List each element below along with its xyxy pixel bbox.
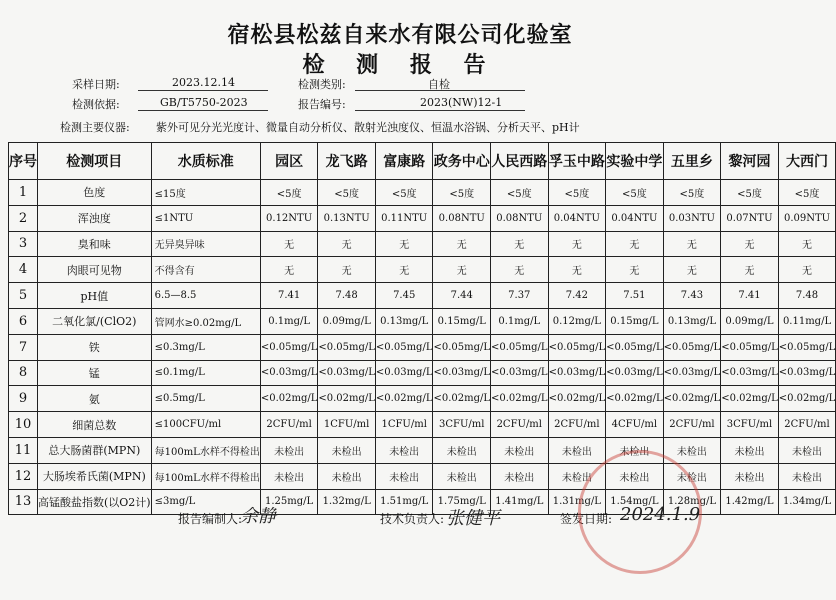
header-cell: 实验中学	[606, 143, 664, 180]
table-row	[9, 412, 836, 438]
result-cell: <0.02mg/L	[260, 386, 318, 412]
header-cell: 水质标准	[151, 143, 260, 180]
result-cell: 未检出	[663, 463, 721, 489]
quality-standard: 6.5—8.5	[151, 283, 260, 309]
result-cell: 无	[606, 231, 664, 257]
tech-lead-label: 技术负责人:	[380, 512, 445, 526]
result-cell: 未检出	[721, 437, 779, 463]
test-type-value: 自检	[428, 78, 450, 91]
result-cell: 0.04NTU	[548, 205, 606, 231]
result-cell: 0.09NTU	[778, 205, 836, 231]
result-cell: <0.05mg/L	[548, 334, 606, 360]
result-cell: 0.15mg/L	[606, 308, 664, 334]
result-cell: 未检出	[606, 437, 664, 463]
quality-standard: ≤0.1mg/L	[151, 360, 260, 386]
test-item: 总大肠菌群(MPN)	[38, 437, 152, 463]
table-row	[9, 283, 836, 309]
result-cell: 无	[548, 231, 606, 257]
result-cell: 7.37	[491, 283, 549, 309]
result-cell: 无	[663, 231, 721, 257]
sample-date-label: 采样日期:	[72, 78, 120, 91]
result-cell: <5度	[663, 180, 721, 206]
result-cell: <5度	[260, 180, 318, 206]
quality-standard: 每100mL水样不得检出	[151, 437, 260, 463]
quality-standard: ≤15度	[151, 180, 260, 206]
result-cell: 3CFU/ml	[433, 412, 491, 438]
result-cell: <5度	[606, 180, 664, 206]
header-cell: 大西门	[778, 143, 836, 180]
result-cell: 0.09mg/L	[721, 308, 779, 334]
result-cell: 0.11NTU	[375, 205, 433, 231]
test-item: 锰	[38, 360, 152, 386]
test-item: pH值	[38, 283, 152, 309]
row-number: 1	[9, 180, 38, 206]
result-cell: 1.41mg/L	[491, 489, 549, 515]
result-cell: 1.42mg/L	[721, 489, 779, 515]
result-cell: 7.42	[548, 283, 606, 309]
result-cell: 未检出	[491, 463, 549, 489]
quality-standard: ≤0.5mg/L	[151, 386, 260, 412]
quality-standard: 每100mL水样不得检出	[151, 463, 260, 489]
result-cell: 无	[375, 257, 433, 283]
result-cell: 未检出	[375, 437, 433, 463]
result-cell: <5度	[548, 180, 606, 206]
test-item: 细菌总数	[38, 412, 152, 438]
result-cell: 无	[260, 257, 318, 283]
report-title: 检 测 报 告	[302, 52, 498, 78]
basis-value: GB/T5750-2023	[160, 96, 248, 109]
result-cell: 7.45	[375, 283, 433, 309]
report-no-underline	[355, 110, 525, 111]
result-cell: 未检出	[778, 463, 836, 489]
row-number: 11	[9, 437, 38, 463]
table-row	[9, 180, 836, 206]
result-cell: 1.28mg/L	[663, 489, 721, 515]
result-cell: <0.02mg/L	[433, 386, 491, 412]
result-cell: <0.03mg/L	[491, 360, 549, 386]
result-cell: 未检出	[721, 463, 779, 489]
result-cell: 未检出	[433, 437, 491, 463]
test-item: 铁	[38, 334, 152, 360]
result-cell: <0.03mg/L	[318, 360, 376, 386]
result-cell: 0.12mg/L	[548, 308, 606, 334]
table-row	[9, 257, 836, 283]
table-row	[9, 231, 836, 257]
test-type-underline	[355, 90, 525, 91]
result-cell: 1CFU/ml	[375, 412, 433, 438]
result-cell: <0.03mg/L	[548, 360, 606, 386]
result-cell: 0.15mg/L	[433, 308, 491, 334]
result-cell: 1.25mg/L	[260, 489, 318, 515]
result-cell: <5度	[491, 180, 549, 206]
result-cell: 未检出	[260, 463, 318, 489]
result-cell: <0.02mg/L	[721, 386, 779, 412]
result-cell: 7.41	[721, 283, 779, 309]
result-cell: 0.13mg/L	[663, 308, 721, 334]
header-cell: 富康路	[375, 143, 433, 180]
row-number: 3	[9, 231, 38, 257]
result-cell: 2CFU/ml	[778, 412, 836, 438]
result-cell: 0.1mg/L	[260, 308, 318, 334]
header-cell: 五里乡	[663, 143, 721, 180]
results-table	[8, 142, 836, 515]
compiler-label: 报告编制人:	[178, 512, 243, 526]
basis-underline	[138, 110, 268, 111]
quality-standard: 无异臭异味	[151, 231, 260, 257]
result-cell: <0.03mg/L	[375, 360, 433, 386]
basis-label: 检测依据:	[72, 98, 120, 111]
result-cell: 无	[721, 257, 779, 283]
result-cell: 无	[778, 257, 836, 283]
result-cell: 无	[778, 231, 836, 257]
result-cell: 2CFU/ml	[548, 412, 606, 438]
result-cell: <0.05mg/L	[721, 334, 779, 360]
result-cell: <0.03mg/L	[778, 360, 836, 386]
row-number: 9	[9, 386, 38, 412]
table-row	[9, 437, 836, 463]
result-cell: <0.02mg/L	[491, 386, 549, 412]
result-cell: <0.02mg/L	[375, 386, 433, 412]
row-number: 2	[9, 205, 38, 231]
result-cell: <5度	[433, 180, 491, 206]
test-item: 臭和味	[38, 231, 152, 257]
result-cell: 2CFU/ml	[491, 412, 549, 438]
test-item: 高锰酸盐指数(以O2计)	[38, 489, 152, 515]
table-header-row	[9, 143, 836, 180]
header-cell: 孚玉中路	[548, 143, 606, 180]
result-cell: 1CFU/ml	[318, 412, 376, 438]
header-cell: 人民西路	[491, 143, 549, 180]
result-cell: 0.08NTU	[433, 205, 491, 231]
quality-standard: ≤1NTU	[151, 205, 260, 231]
result-cell: 1.34mg/L	[778, 489, 836, 515]
org-title: 宿松县松兹自来水有限公司化验室	[227, 22, 573, 48]
result-cell: 0.08NTU	[491, 205, 549, 231]
header-cell: 序号	[9, 143, 38, 180]
result-cell: 未检出	[663, 437, 721, 463]
result-cell: <0.05mg/L	[318, 334, 376, 360]
header-cell: 检测项目	[38, 143, 152, 180]
result-cell: 无	[491, 231, 549, 257]
result-cell: <5度	[778, 180, 836, 206]
result-cell: 无	[260, 231, 318, 257]
row-number: 4	[9, 257, 38, 283]
compiler-signature: 余静	[240, 506, 276, 527]
result-cell: 0.09mg/L	[318, 308, 376, 334]
row-number: 13	[9, 489, 38, 515]
result-cell: 无	[375, 231, 433, 257]
result-cell: <5度	[375, 180, 433, 206]
result-cell: 7.48	[778, 283, 836, 309]
result-cell: 无	[318, 257, 376, 283]
result-cell: 7.43	[663, 283, 721, 309]
result-cell: 1.51mg/L	[375, 489, 433, 515]
issue-date-value: 2024.1.9	[620, 504, 701, 525]
row-number: 6	[9, 308, 38, 334]
result-cell: 2CFU/ml	[260, 412, 318, 438]
test-item: 二氧化氯/(ClO2)	[38, 308, 152, 334]
result-cell: <0.02mg/L	[778, 386, 836, 412]
result-cell: <0.03mg/L	[663, 360, 721, 386]
result-cell: <0.05mg/L	[491, 334, 549, 360]
result-cell: <0.03mg/L	[606, 360, 664, 386]
result-cell: 1.32mg/L	[318, 489, 376, 515]
table-row	[9, 386, 836, 412]
result-cell: 7.41	[260, 283, 318, 309]
result-cell: <5度	[721, 180, 779, 206]
result-cell: 0.07NTU	[721, 205, 779, 231]
table-row	[9, 360, 836, 386]
result-cell: 未检出	[606, 463, 664, 489]
result-cell: 未检出	[491, 437, 549, 463]
quality-standard: ≤100CFU/ml	[151, 412, 260, 438]
result-cell: 无	[663, 257, 721, 283]
result-cell: 2CFU/ml	[663, 412, 721, 438]
result-cell: 7.44	[433, 283, 491, 309]
result-cell: 未检出	[318, 437, 376, 463]
result-cell: 未检出	[548, 463, 606, 489]
result-cell: <0.05mg/L	[778, 334, 836, 360]
test-item: 氨	[38, 386, 152, 412]
result-cell: <0.05mg/L	[433, 334, 491, 360]
result-cell: 1.31mg/L	[548, 489, 606, 515]
result-cell: <5度	[318, 180, 376, 206]
test-item: 色度	[38, 180, 152, 206]
table-row	[9, 205, 836, 231]
result-cell: 无	[433, 231, 491, 257]
result-cell: 0.13mg/L	[375, 308, 433, 334]
quality-standard: ≤0.3mg/L	[151, 334, 260, 360]
header-cell: 政务中心	[433, 143, 491, 180]
instruments-label: 检测主要仪器:	[60, 121, 130, 134]
result-cell: 无	[433, 257, 491, 283]
row-number: 7	[9, 334, 38, 360]
result-cell: 0.11mg/L	[778, 308, 836, 334]
result-cell: 未检出	[548, 437, 606, 463]
result-cell: 0.04NTU	[606, 205, 664, 231]
report-no-value: 2023(NW)12-1	[420, 96, 503, 109]
result-cell: 未检出	[260, 437, 318, 463]
tech-lead-signature: 张健平	[446, 508, 500, 529]
quality-standard: ≤3mg/L	[151, 489, 260, 515]
header-cell: 园区	[260, 143, 318, 180]
result-cell: 1.75mg/L	[433, 489, 491, 515]
header-cell: 龙飞路	[318, 143, 376, 180]
result-cell: 无	[318, 231, 376, 257]
result-cell: 1.54mg/L	[606, 489, 664, 515]
result-cell: <0.05mg/L	[606, 334, 664, 360]
table-row	[9, 334, 836, 360]
result-cell: 未检出	[375, 463, 433, 489]
result-cell: <0.03mg/L	[260, 360, 318, 386]
test-item: 大肠埃希氏菌(MPN)	[38, 463, 152, 489]
header-cell: 黎河园	[721, 143, 779, 180]
result-cell: 未检出	[778, 437, 836, 463]
instruments-value: 紫外可见分光光度计、微量自动分析仪、散射光浊度仪、恒温水浴锅、分析天平、pH计	[156, 121, 580, 134]
quality-standard: 管网水≥0.02mg/L	[151, 308, 260, 334]
result-cell: <0.03mg/L	[433, 360, 491, 386]
table-row	[9, 308, 836, 334]
result-cell: 无	[548, 257, 606, 283]
report-no-label: 报告编号:	[298, 98, 346, 111]
result-cell: 无	[606, 257, 664, 283]
result-cell: <0.05mg/L	[375, 334, 433, 360]
result-cell: <0.03mg/L	[721, 360, 779, 386]
result-cell: <0.02mg/L	[606, 386, 664, 412]
result-cell: 3CFU/ml	[721, 412, 779, 438]
result-cell: <0.02mg/L	[548, 386, 606, 412]
result-cell: <0.02mg/L	[318, 386, 376, 412]
row-number: 5	[9, 283, 38, 309]
result-cell: 0.12NTU	[260, 205, 318, 231]
row-number: 12	[9, 463, 38, 489]
result-cell: 无	[491, 257, 549, 283]
result-cell: 7.51	[606, 283, 664, 309]
test-item: 肉眼可见物	[38, 257, 152, 283]
quality-standard: 不得含有	[151, 257, 260, 283]
result-cell: <0.05mg/L	[663, 334, 721, 360]
result-cell: 未检出	[318, 463, 376, 489]
result-cell: 无	[721, 231, 779, 257]
table-row	[9, 463, 836, 489]
issue-date-label: 签发日期:	[560, 512, 613, 526]
sample-date-underline	[138, 90, 268, 91]
result-cell: 0.03NTU	[663, 205, 721, 231]
result-cell: 0.1mg/L	[491, 308, 549, 334]
row-number: 10	[9, 412, 38, 438]
result-cell: 未检出	[433, 463, 491, 489]
result-cell: <0.02mg/L	[663, 386, 721, 412]
sample-date-value: 2023.12.14	[172, 76, 235, 89]
result-cell: 4CFU/ml	[606, 412, 664, 438]
test-item: 浑浊度	[38, 205, 152, 231]
test-type-label: 检测类别:	[298, 78, 346, 91]
result-cell: <0.05mg/L	[260, 334, 318, 360]
row-number: 8	[9, 360, 38, 386]
result-cell: 0.13NTU	[318, 205, 376, 231]
result-cell: 7.48	[318, 283, 376, 309]
